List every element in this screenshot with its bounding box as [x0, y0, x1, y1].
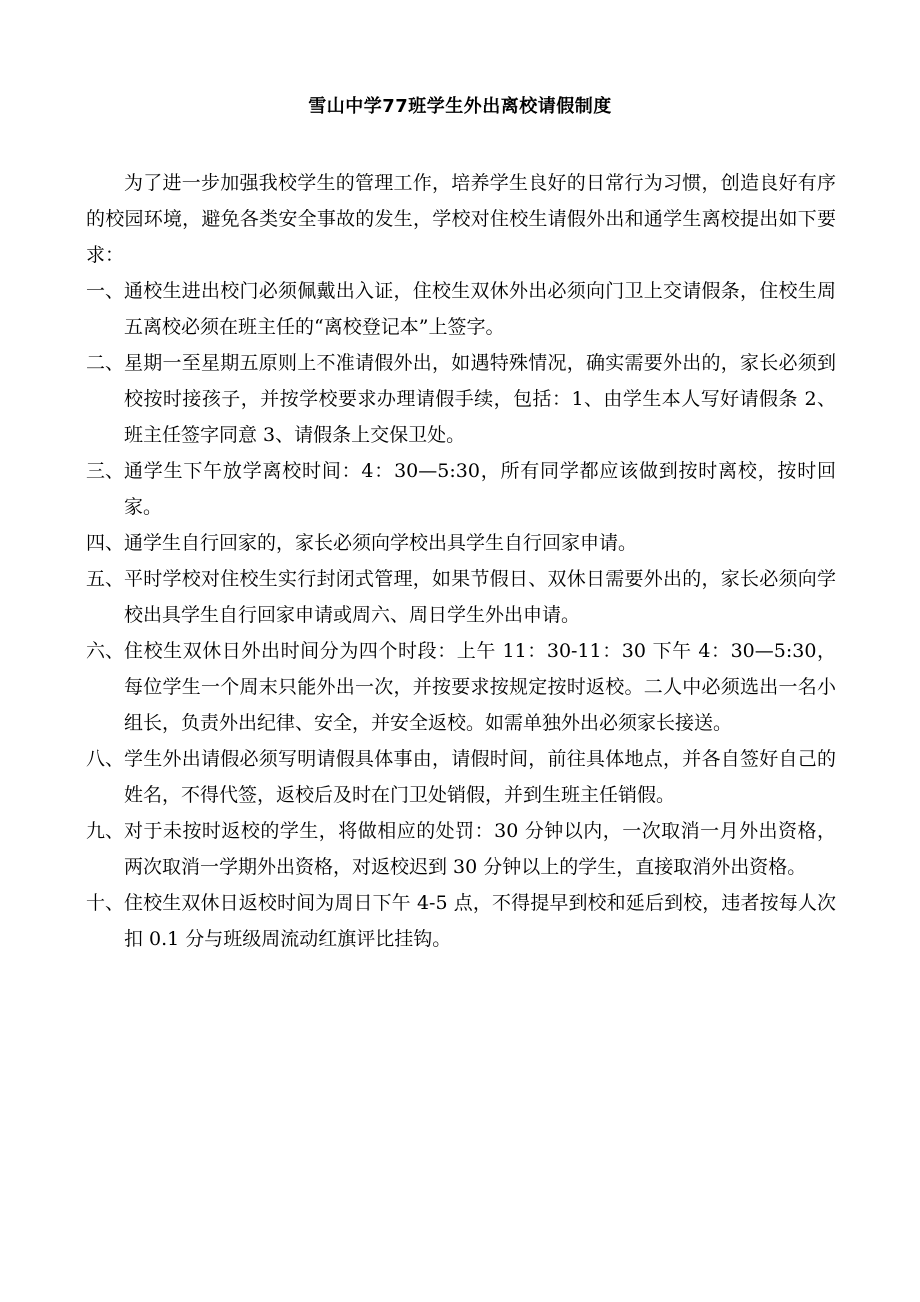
rule-item — [86, 633, 836, 741]
rule-item — [86, 345, 836, 453]
rule-item — [86, 561, 836, 633]
document-body — [86, 165, 836, 957]
rule-text: 住校生双休日外出时间分为四个时段：上午 11：30-11：30 下午 4：30—5:30，每位学生一个周末只能外出一次，并按要求按规定按时返校。二人中必须选出一名小组长，负责外出纪律、安全，并安全返校。如需单独外出必须家长接送。 — [124, 640, 836, 734]
rule-text: 通校生进出校门必须佩戴出入证，住校生双休外出必须向门卫上交请假条，住校生周五离校必须在班主任的“离校登记本”上签字。 — [124, 280, 836, 338]
rule-text: 星期一至星期五原则上不准请假外出，如遇特殊情况，确实需要外出的，家长必须到校按时接孩子，并按学校要求办理请假手续，包括：1、由学生本人写好请假条 2、班主任签字同意 3、请假条上交保卫处。 — [124, 352, 836, 446]
rule-item — [86, 741, 836, 813]
rule-text: 通学生下午放学离校时间：4：30—5:30，所有同学都应该做到按时离校，按时回家。 — [124, 460, 836, 518]
rule-text: 住校生双休日返校时间为周日下午 4-5 点，不得提早到校和延后到校，违者按每人次扣 0.1 分与班级周流动红旗评比挂钩。 — [124, 892, 836, 950]
rule-text: 学生外出请假必须写明请假具体事由，请假时间，前往具体地点，并各自签好自己的姓名，不得代签，返校后及时在门卫处销假，并到生班主任销假。 — [124, 748, 836, 806]
rule-text: 平时学校对住校生实行封闭式管理，如果节假日、双休日需要外出的，家长必须向学校出具学生自行回家申请或周六、周日学生外出申请。 — [124, 568, 836, 626]
rule-item — [86, 453, 836, 525]
rule-number: 二、 — [86, 352, 125, 374]
rule-number: 一、 — [86, 280, 125, 302]
intro-paragraph: 为了进一步加强我校学生的管理工作，培养学生良好的日常行为习惯，创造良好有序的校园环境，避免各类安全事故的发生，学校对住校生请假外出和通学生离校提出如下要求： — [86, 172, 836, 266]
rule-number: 八、 — [86, 748, 125, 770]
rule-number: 九、 — [86, 820, 125, 842]
document-title: 雪山中学77班学生外出离校请假制度 — [308, 96, 612, 117]
rule-number: 四、 — [86, 532, 125, 554]
rule-text: 对于未按时返校的学生，将做相应的处罚：30 分钟以内，一次取消一月外出资格，两次取消一学期外出资格，对返校迟到 30 分钟以上的学生，直接取消外出资格。 — [124, 820, 836, 878]
rule-number: 六、 — [86, 640, 125, 662]
rule-number: 三、 — [86, 460, 125, 482]
rule-item — [86, 525, 836, 561]
rule-item — [86, 813, 836, 885]
rule-number: 十、 — [86, 892, 125, 914]
rule-text: 通学生自行回家的，家长必须向学校出具学生自行回家申请。 — [124, 532, 638, 554]
rule-item — [86, 885, 836, 957]
rule-number: 五、 — [86, 568, 125, 590]
rule-item — [86, 273, 836, 345]
